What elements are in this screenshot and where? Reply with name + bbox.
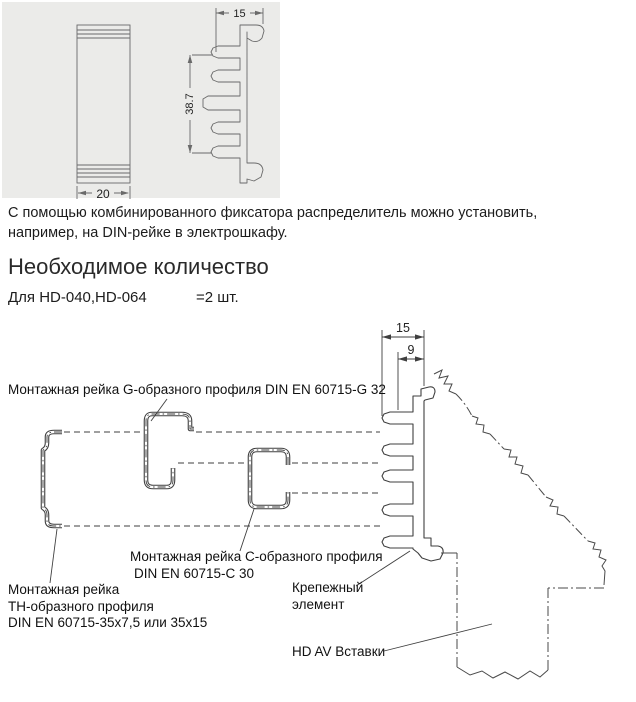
inserts-leader bbox=[384, 624, 492, 651]
intro-paragraph bbox=[8, 204, 537, 243]
intro-line-1: С помощью комбинированного фиксатора распределитель можно установить, bbox=[8, 205, 538, 221]
th-rail-leader bbox=[50, 529, 57, 583]
c-rail-profile bbox=[250, 450, 288, 507]
label-g-rail: Монтажная рейка G-образного профиля DIN EN 60715-G 32 bbox=[8, 382, 386, 397]
label-fixator bbox=[292, 580, 363, 613]
label-inserts: HD AV Вставки bbox=[292, 644, 386, 659]
dim-9-text: 9 bbox=[407, 343, 415, 357]
dim-15-text: 15 bbox=[396, 321, 410, 335]
rail-dashed-lines bbox=[64, 432, 380, 526]
fixator-front-view bbox=[77, 25, 130, 183]
front-view-width-dimension bbox=[77, 186, 130, 201]
label-fixator-line1: Крепежный bbox=[292, 580, 364, 595]
front-width-dim-text: 20 bbox=[96, 187, 110, 201]
profile-width-dim-text: 15 bbox=[233, 8, 246, 20]
housing-outline bbox=[434, 370, 606, 679]
intro-line-2: например, на DIN-рейке в электрошкафу. bbox=[8, 224, 288, 241]
label-th-rail-line1: Монтажная рейка bbox=[8, 582, 120, 597]
g-rail-profile bbox=[146, 414, 194, 487]
qty-value: =2 шт. bbox=[196, 289, 239, 306]
label-c-rail-line1: Монтажная рейка С-образного профиля bbox=[130, 549, 383, 564]
fixator-profile-view bbox=[203, 25, 264, 183]
th-rail-profile bbox=[43, 432, 62, 526]
label-fixator-line2: элемент bbox=[292, 596, 345, 612]
section-heading: Необходимое количество bbox=[8, 254, 269, 279]
c-rail-leader bbox=[240, 509, 254, 551]
profile-height-dim-text: 38.7 bbox=[184, 93, 196, 115]
label-th-rail-line2: ТН-образного профиля bbox=[8, 598, 154, 614]
qty-for-label: Для HD-040,HD-064 bbox=[8, 289, 147, 306]
label-c-rail-line2: DIN EN 60715-C 30 bbox=[134, 565, 255, 581]
label-th-rail bbox=[8, 582, 207, 632]
fixator-profile bbox=[382, 387, 443, 561]
label-c-rail bbox=[130, 549, 383, 582]
label-th-rail-line3: DIN EN 60715-35x7,5 или 35x15 bbox=[8, 615, 208, 630]
g-rail-leader bbox=[151, 399, 167, 421]
